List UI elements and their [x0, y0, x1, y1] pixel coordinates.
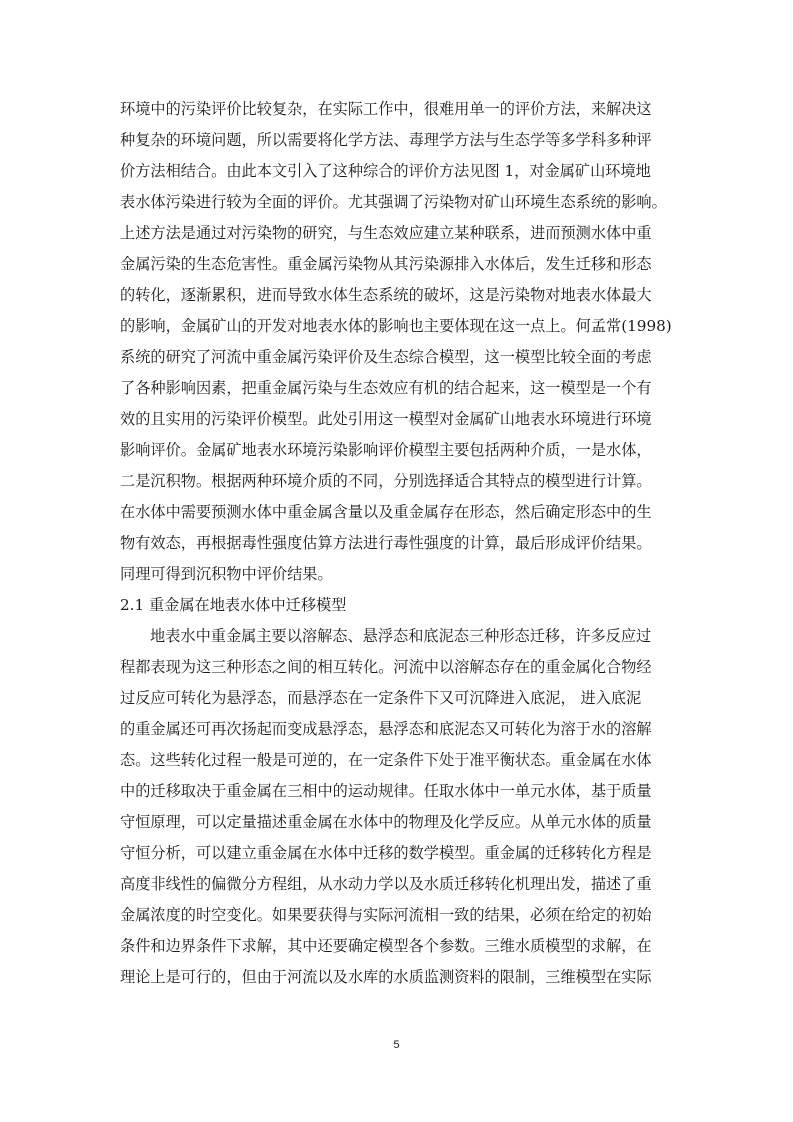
- paragraph-line: 的重金属还可再次扬起而变成悬浮态，悬浮态和底泥态又可转化为溶于水的溶解: [120, 720, 652, 738]
- paragraph-line: 在水体中需要预测水体中重金属含量以及重金属存在形态，然后确定形态中的生: [120, 503, 652, 521]
- section-heading: 2.1 重金属在地表水体中迁移模型: [120, 596, 347, 614]
- paragraph-line: 地表水中重金属主要以溶解态、悬浮态和底泥态三种形态迁移，许多反应过: [150, 627, 652, 645]
- paragraph-line: 效的且实用的污染评价模型。此处引用这一模型对金属矿山地表水环境进行环境: [120, 410, 652, 428]
- paragraph-line: 的影响，金属矿山的开发对地表水体的影响也主要体现在这一点上。何孟常(1998): [120, 317, 672, 335]
- paragraph-line: 中的迁移取决于重金属在三相中的运动规律。任取水体中一单元水体，基于质量: [120, 782, 652, 800]
- paragraph-line: 影响评价。金属矿地表水环境污染影响评价模型主要包括两种介质，一是水体，: [120, 441, 652, 459]
- paragraph-line: 上述方法是通过对污染物的研究，与生态效应建立某种联系，进而预测水体中重: [120, 224, 652, 242]
- paragraph-line: 守恒分析，可以建立重金属在水体中迁移的数学模型。重金属的迁移转化方程是: [120, 844, 652, 862]
- paragraph-line: 守恒原理，可以定量描述重金属在水体中的物理及化学反应。从单元水体的质量: [120, 813, 652, 831]
- paragraph-line: 表水体污染进行较为全面的评价。尤其强调了污染物对矿山环境生态系统的影响。: [120, 193, 667, 211]
- paragraph-line: 系统的研究了河流中重金属污染评价及生态综合模型，这一模型比较全面的考虑: [120, 348, 652, 366]
- page-number: 5: [393, 1039, 400, 1051]
- paragraph-line: 金属浓度的时空变化。如果要获得与实际河流相一致的结果，必须在给定的初始: [120, 906, 652, 924]
- paragraph-line: 金属污染的生态危害性。重金属污染物从其污染源排入水体后，发生迁移和形态: [120, 255, 652, 273]
- paragraph-line: 高度非线性的偏微分方程组，从水动力学以及水质迁移转化机理出发，描述了重: [120, 875, 652, 893]
- paragraph-line: 过反应可转化为悬浮态，而悬浮态在一定条件下又可沉降进入底泥， 进入底泥: [120, 689, 642, 707]
- paragraph-line: 态。这些转化过程一般是可逆的，在一定条件下处于准平衡状态。重金属在水体: [120, 751, 652, 769]
- paragraph-line: 条件和边界条件下求解，其中还要确定模型各个参数。三维水质模型的求解，在: [120, 937, 652, 955]
- paragraph-line: 二是沉积物。根据两种环境介质的不同，分别选择适合其特点的模型进行计算。: [120, 472, 652, 490]
- paragraph-line: 种复杂的环境问题，所以需要将化学方法、毒理学方法与生态学等多学科多种评: [120, 131, 652, 149]
- paragraph-line: 环境中的污染评价比较复杂，在实际工作中，很难用单一的评价方法，来解决这: [120, 100, 652, 118]
- paragraph-line: 程都表现为这三种形态之间的相互转化。河流中以溶解态存在的重金属化合物经: [120, 658, 652, 676]
- paragraph-line: 价方法相结合。由此本文引入了这种综合的评价方法见图 1，对金属矿山环境地: [120, 162, 651, 180]
- paragraph-line: 物有效态，再根据毒性强度估算方法进行毒性强度的计算，最后形成评价结果。: [120, 534, 652, 552]
- paragraph-line: 同理可得到沉积物中评价结果。: [120, 565, 333, 583]
- paragraph-line: 了各种影响因素，把重金属污染与生态效应有机的结合起来，这一模型是一个有: [120, 379, 652, 397]
- paragraph-line: 理论上是可行的，但由于河流以及水库的水质监测资料的限制，三维模型在实际: [120, 968, 652, 986]
- paragraph-line: 的转化，逐渐累积，进而导致水体生态系统的破坏，这是污染物对地表水体最大: [120, 286, 652, 304]
